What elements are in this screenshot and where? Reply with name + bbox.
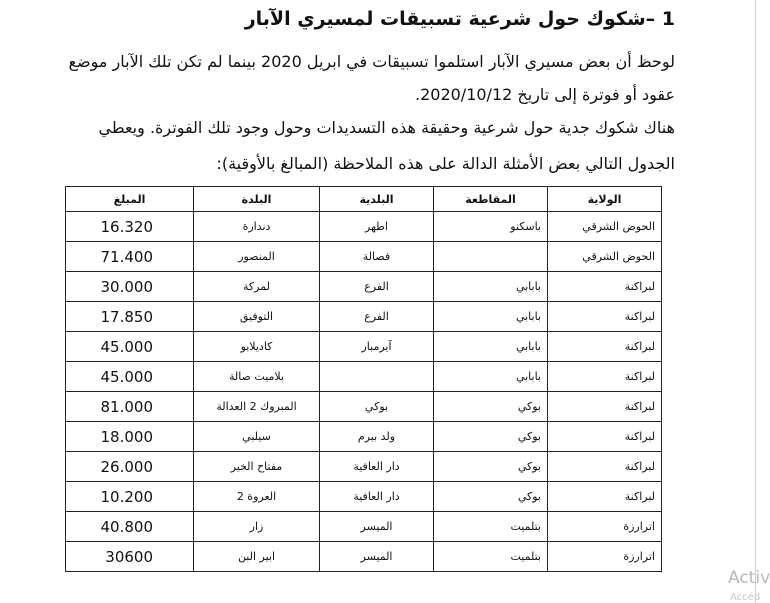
cell-department: بوكي (434, 482, 548, 512)
table-row (66, 212, 662, 242)
paragraph-line: عقود أو فوترة إلى تاريخ 2020/10/12. (414, 85, 675, 104)
table-header-row (66, 187, 662, 212)
cell-municipality: دار العافية (320, 482, 434, 512)
cell-region: لبراكنة (548, 452, 662, 482)
cell-municipality (320, 362, 434, 392)
table-header (66, 187, 662, 212)
paragraph-line: لوحظ أن بعض مسيري الآبار استلموا تسبيقات في ابريل 2020 بينما لم تكن تلك الآبار موضع (68, 52, 675, 71)
cell-town: التوفيق (194, 302, 320, 332)
cell-town: كاديلابو (194, 332, 320, 362)
cell-department (434, 242, 548, 272)
cell-department: بابابي (434, 302, 548, 332)
activation-watermark: Activ (728, 568, 770, 588)
cell-town: بلاميت صالة (194, 362, 320, 392)
table-row (66, 302, 662, 332)
cell-municipality: الميسر (320, 512, 434, 542)
header-department: المقاطعة (434, 187, 548, 212)
cell-amount: 81.000 (66, 392, 194, 422)
cell-amount: 18.000 (66, 422, 194, 452)
cell-region: لبراكنة (548, 332, 662, 362)
cell-amount: 10.200 (66, 482, 194, 512)
cell-department: بوكي (434, 452, 548, 482)
cell-amount: 71.400 (66, 242, 194, 272)
cell-region: لبراكنة (548, 362, 662, 392)
cell-department: بابابي (434, 362, 548, 392)
activation-watermark-subtext: Accéd (730, 592, 761, 603)
cell-municipality: اطهر (320, 212, 434, 242)
cell-amount: 16.320 (66, 212, 194, 242)
cell-town: المنصور (194, 242, 320, 272)
cell-town: ابير البن (194, 542, 320, 572)
cell-region: لبراكنة (548, 422, 662, 452)
cell-department: بابابي (434, 332, 548, 362)
cell-region: اترارزة (548, 542, 662, 572)
cell-town: المبروك 2 العدالة (194, 392, 320, 422)
table-row (66, 512, 662, 542)
cell-department: بوكي (434, 422, 548, 452)
table-row (66, 272, 662, 302)
cell-municipality: الفرع (320, 302, 434, 332)
cell-amount: 45.000 (66, 362, 194, 392)
paragraph-line: الجدول التالي بعض الأمثلة الدالة على هذه الملاحظة (المبالغ بالأوقية): (216, 154, 675, 173)
table-row (66, 332, 662, 362)
cell-department: بابابي (434, 272, 548, 302)
cell-town: مفتاح الخير (194, 452, 320, 482)
cell-department: بتلميت (434, 512, 548, 542)
cell-amount: 30.000 (66, 272, 194, 302)
cell-amount: 30600 (66, 542, 194, 572)
table-body (66, 212, 662, 572)
cell-municipality: ولد بيرم (320, 422, 434, 452)
table-row (66, 542, 662, 572)
cell-region: الحوض الشرقي (548, 242, 662, 272)
cell-municipality: آيرمبار (320, 332, 434, 362)
cell-department: بوكي (434, 392, 548, 422)
cell-municipality: الميسر (320, 542, 434, 572)
cell-region: لبراكنة (548, 272, 662, 302)
cell-town: دندارة (194, 212, 320, 242)
table-row (66, 452, 662, 482)
cell-town: زار (194, 512, 320, 542)
advances-table (65, 186, 662, 572)
page-edge-divider (755, 0, 756, 603)
header-region: الولاية (548, 187, 662, 212)
cell-department: بتلميت (434, 542, 548, 572)
table-row (66, 392, 662, 422)
table-row (66, 362, 662, 392)
cell-town: العروة 2 (194, 482, 320, 512)
table-row (66, 242, 662, 272)
cell-municipality: بوكي (320, 392, 434, 422)
header-town: البلدة (194, 187, 320, 212)
cell-region: الحوض الشرقي (548, 212, 662, 242)
cell-amount: 40.800 (66, 512, 194, 542)
cell-region: لبراكنة (548, 392, 662, 422)
cell-amount: 17.850 (66, 302, 194, 332)
table-row (66, 482, 662, 512)
cell-municipality: دار العافية (320, 452, 434, 482)
cell-municipality: فصالة (320, 242, 434, 272)
cell-town: سيلبي (194, 422, 320, 452)
table-row (66, 422, 662, 452)
cell-municipality: الفرع (320, 272, 434, 302)
cell-town: لمركة (194, 272, 320, 302)
cell-region: لبراكنة (548, 482, 662, 512)
cell-region: لبراكنة (548, 302, 662, 332)
header-municipality: البلدية (320, 187, 434, 212)
cell-amount: 26.000 (66, 452, 194, 482)
cell-department: باسكنو (434, 212, 548, 242)
cell-amount: 45.000 (66, 332, 194, 362)
section-heading: 1 –شكوك حول شرعية تسبيقات لمسيري الآبار (244, 8, 675, 30)
cell-region: اترارزة (548, 512, 662, 542)
header-amount: المبلغ (66, 187, 194, 212)
paragraph-line: هناك شكوك جدية حول شرعية وحقيقة هذه التسديدات وحول وجود تلك الفوترة. ويعطي (98, 118, 675, 137)
